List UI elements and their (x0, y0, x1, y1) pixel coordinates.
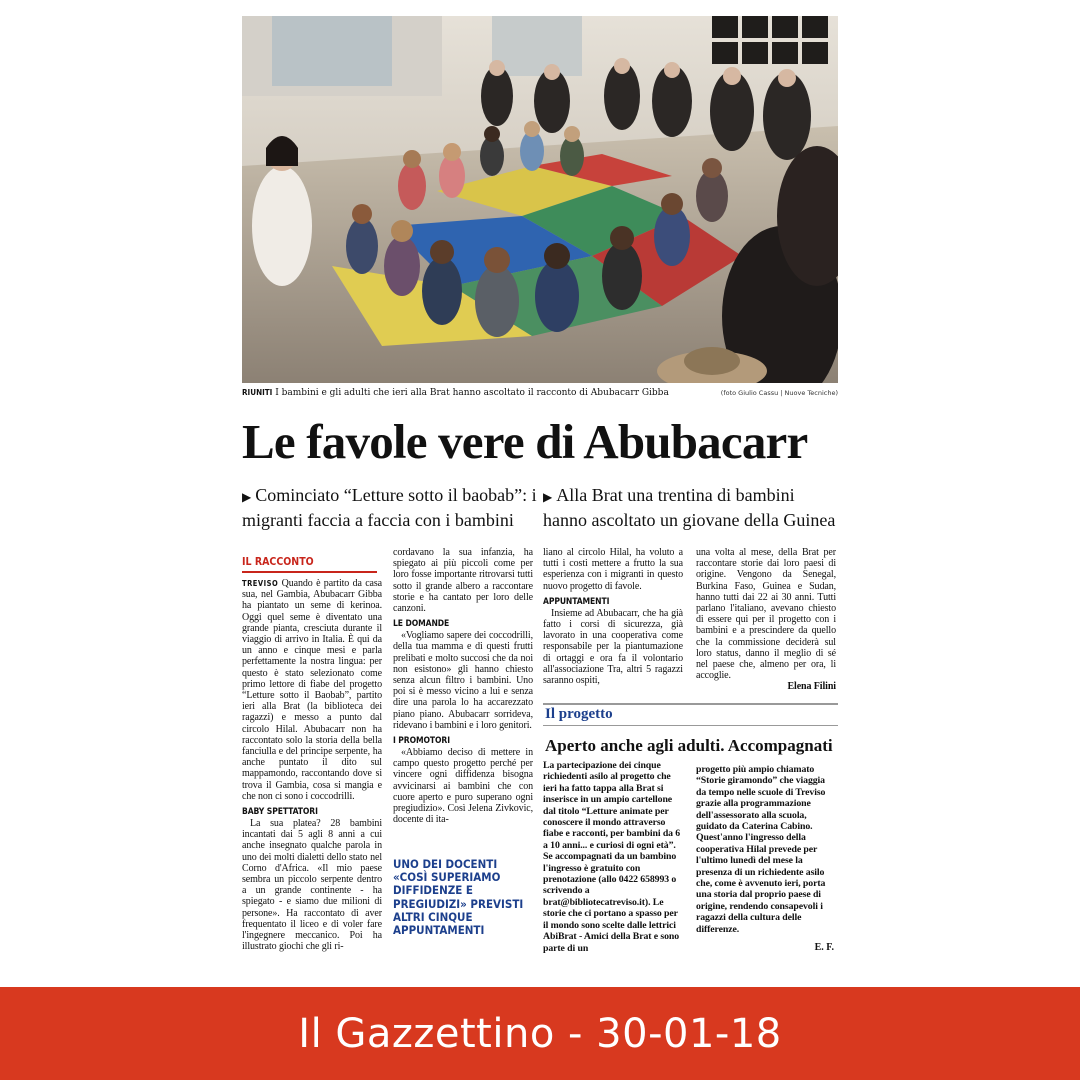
pull-quote: UNO DEI DOCENTI «COSÌ SUPERIAMO DIFFIDENZE E PREGIUDIZI» PREVISTI ALTRI CINQUE APPUNTAMENTI (393, 857, 524, 938)
paragraph: cordavano la sua infanzia, ha spiegato ai più piccoli come per loro fosse importante ritrovarsi tutti sotto il grande albero a raccontare storie e ha cantato per loro delle canzoni. (393, 547, 533, 615)
box-rule (543, 725, 838, 726)
author-signature: Elena Filini (787, 681, 836, 692)
article-photo (242, 16, 838, 383)
deck-left-text: Cominciato “Letture sotto il baobab”: i migranti faccia a faccia con i bambini (242, 485, 537, 530)
triangle-bullet-icon: ▶ (242, 490, 252, 504)
subheading: APPUNTAMENTI (543, 596, 610, 607)
deck-right (543, 484, 839, 532)
box-column-b (696, 764, 836, 944)
subheading: LE DOMANDE (393, 619, 450, 630)
article-column-1 (242, 578, 382, 956)
paragraph: «Vogliamo sapere dei coccodrilli, della tua mamma e di questi frutti prelibati e molto succosi che da noi non esistono» gli hanno chiesto senza alcun filtro i bambini. Uno poi si è messo vicino a lui e senza dire una parola lo ha accarezzato piano piano. Abubacarr sorrideva, ridevano i bambini e i loro genitori. (393, 630, 533, 731)
photo-caption (242, 386, 838, 400)
dateline: TREVISO (242, 579, 279, 588)
article-column-3 (543, 547, 683, 692)
box-label: Il progetto (545, 706, 613, 722)
box-initials: E. F. (814, 942, 834, 953)
article-column-4 (696, 547, 836, 692)
subheading: BABY SPETTATORI (242, 807, 318, 818)
caption-lead: RIUNITI (242, 388, 273, 397)
box-title: Aperto anche agli adulti. Accompagnati (545, 736, 833, 755)
headline: Le favole vere di Abubacarr (242, 414, 808, 469)
box-column-a (543, 760, 683, 956)
paragraph: La partecipazione dei cinque richiedenti asilo al progetto che ieri ha fatto tappa alla Brat si inserisce in un ampio cartellone dal titolo “Letture animate per conoscere il mondo attraverso fiabe e racconti, per bambini da 6 a 10 anni... e curiosi di ogni età”. Se accompagnati da un bambino l'ingresso è gratuito con prenotazione (allo 0422 658993 o scrivendo a brat@bibliotecatreviso.it). Le storie che ci portano a spasso per il mondo sono scelte dalle lettrici AbiBrat - Amici della Brat e sono parte di un (543, 760, 681, 954)
section-kicker: IL RACCONTO (242, 556, 314, 568)
article-column-2 (393, 547, 533, 850)
footer-source-date: Il Gazzettino - 30-01-18 (298, 1010, 782, 1057)
paragraph: «Abbiamo deciso di mettere in campo questo progetto perché per vincere ogni diffidenza bisogna avvicinarsi ai bambini che con cuore aperto e puro superano ogni pregiudizio». Così Jelena Zivkovic, docente di ita- (393, 747, 533, 826)
paragraph: una volta al mese, della Brat per raccontare storie dai loro paesi di origine. Vengono da Senegal, Burkina Faso, Guinea e Sudan, hanno tutti dai 22 ai 30 anni. Tutti parlano l'italiano, avevano chiesto di essere qui per il progetto con i bambini e a prescindere da quello che la commissione deciderà sul loro status, danno il meglio di sé nel paese che, almeno per ora, li accoglie. (696, 547, 836, 682)
kicker-rule (242, 571, 377, 573)
paragraph (242, 578, 382, 802)
photo-credit: (foto Giulio Cassu | Nuove Tecniche) (720, 389, 838, 397)
paragraph: progetto più ampio chiamato “Storie giramondo” che viaggia da tempo nelle scuole di Treviso grazie alla programmazione dell'assessorato alla scuola, guidato da Caterina Cabino. Quest'anno l'ingresso della cooperativa Hilal prevede per l'ultimo lunedì del mese la presenza di un richiedente asilo che, come è avvenuto ieri, porta una storia dal proprio paese di origine, rendendo consapevoli i ragazzi della cultura delle differenze. (696, 764, 826, 935)
paragraph: Insieme ad Abubacarr, che ha già fatto i corsi di sicurezza, già lavorato in una cooperativa come responsabile per la piantumazione di ortaggi e ora fa il volontario all'associazione Tra, altri 5 ragazzi saranno ospiti, (543, 607, 683, 687)
photo-children-listening-icon (242, 16, 838, 383)
footer-banner (0, 987, 1080, 1080)
paragraph: La sua platea? 28 bambini incantati dai 5 agli 8 anni a cui anche insegnato qualche parola in uno dei molti dialetti dello stato nel Corno d'Africa. «Il mio paese sembra un piccolo serpente dentro a un grande continente - ha spiegato - e siamo due milioni di persone». Ha raccontato di aver frequentato il liceo e di voler fare l'ingegnere meccanico. Poi ha illustrato giochi che gli ri- (242, 818, 382, 953)
caption-text: I bambini e gli adulti che ieri alla Brat hanno ascoltato il racconto di Abubacarr Gibba (275, 388, 669, 398)
paragraph-text: Quando è partito da casa sua, nel Gambia, Abubacarr Gibba ha piantato un seme di kerinoa. Oggi quel seme è diventato una grande pianta, cresciuta durante il viaggio di arrivo in Italia. È qui da un anno e cinque mesi e parla perfettamente la nostra lingua: per questo è stato selezionato come primo lettore di fiabe del progetto “Letture sotto il Baobab”, partito ieri alla Brat (la biblioteca dei ragazzi) e messo a punto dal circolo Hilal. Abubacarr non ha raccontato solo la storia della bella fanciulla e del principe serpente, ha anche puntato il dito sul mappamondo, raccontando dove si trova il Gambia, cosa si mangia e che non ci sono i coccodrilli. (242, 578, 382, 802)
deck-right-text: Alla Brat una trentina di bambini hanno ascoltato un giovane della Guinea (543, 485, 836, 530)
triangle-bullet-icon: ▶ (543, 490, 553, 504)
subheading: I PROMOTORI (393, 736, 450, 747)
paragraph: liano al circolo Hilal, ha voluto a tutti i costi mettere a frutto la sua esperienza con i migranti in questo nuovo progetto di favole. (543, 547, 683, 592)
deck-left (242, 484, 538, 532)
